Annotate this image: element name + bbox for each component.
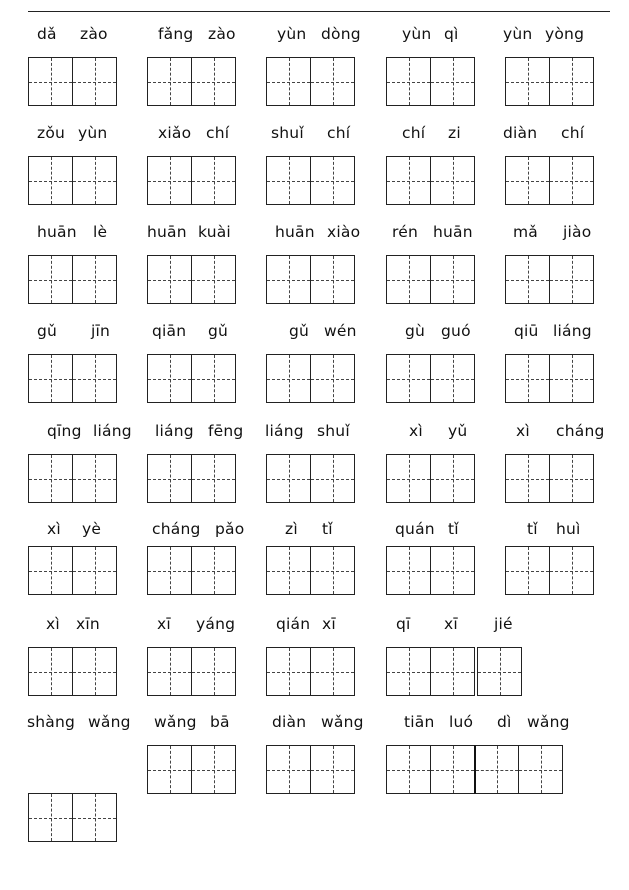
pinyin-syllable: huì — [556, 520, 581, 538]
tianzige-cell[interactable] — [386, 647, 431, 696]
writing-grid — [28, 454, 117, 503]
pinyin-syllable: liáng — [265, 422, 304, 440]
tianzige-cell[interactable] — [266, 745, 311, 794]
tianzige-cell[interactable] — [28, 546, 73, 595]
pinyin-syllable: jiào — [563, 223, 592, 241]
pinyin-syllable: shàng — [27, 713, 76, 731]
writing-grid — [386, 354, 475, 403]
pinyin-syllable: diàn — [272, 713, 307, 731]
tianzige-cell[interactable] — [147, 57, 192, 106]
tianzige-cell[interactable] — [386, 57, 431, 106]
tianzige-cell[interactable] — [549, 454, 594, 503]
writing-grid — [505, 354, 594, 403]
tianzige-cell[interactable] — [477, 647, 522, 696]
pinyin-syllable: quán — [395, 520, 435, 538]
writing-grid — [505, 454, 594, 503]
tianzige-cell[interactable] — [505, 454, 550, 503]
tianzige-cell[interactable] — [430, 57, 475, 106]
tianzige-cell[interactable] — [549, 57, 594, 106]
pinyin-syllable: zào — [208, 25, 236, 43]
pinyin-syllable: huān — [37, 223, 77, 241]
tianzige-cell[interactable] — [191, 745, 236, 794]
tianzige-cell[interactable] — [28, 156, 73, 205]
tianzige-cell[interactable] — [549, 156, 594, 205]
writing-grid — [147, 57, 236, 106]
writing-grid — [266, 255, 355, 304]
tianzige-cell[interactable] — [386, 454, 431, 503]
tianzige-cell[interactable] — [72, 793, 117, 842]
writing-grid — [386, 255, 475, 304]
pinyin-syllable: cháng — [152, 520, 201, 538]
pinyin-syllable: yùn — [277, 25, 307, 43]
pinyin-syllable: guó — [441, 322, 471, 340]
tianzige-cell[interactable] — [430, 546, 475, 595]
tianzige-cell[interactable] — [310, 156, 355, 205]
tianzige-cell[interactable] — [310, 255, 355, 304]
writing-grid — [28, 57, 117, 106]
tianzige-cell[interactable] — [310, 546, 355, 595]
tianzige-cell[interactable] — [147, 255, 192, 304]
tianzige-cell[interactable] — [505, 57, 550, 106]
tianzige-cell[interactable] — [386, 255, 431, 304]
tianzige-cell[interactable] — [386, 546, 431, 595]
pinyin-syllable: xì — [516, 422, 530, 440]
pinyin-syllable: yùn — [78, 124, 108, 142]
tianzige-cell[interactable] — [191, 354, 236, 403]
writing-grid — [266, 745, 355, 794]
tianzige-cell[interactable] — [310, 354, 355, 403]
tianzige-cell[interactable] — [147, 546, 192, 595]
pinyin-syllable: qiān — [152, 322, 187, 340]
pinyin-syllable: tǐ — [527, 520, 538, 538]
tianzige-cell[interactable] — [191, 255, 236, 304]
tianzige-cell[interactable] — [310, 745, 355, 794]
writing-grid — [147, 156, 236, 205]
tianzige-cell[interactable] — [386, 354, 431, 403]
tianzige-cell[interactable] — [505, 255, 550, 304]
pinyin-syllable: qián — [276, 615, 311, 633]
pinyin-syllable: wǎng — [321, 713, 364, 731]
pinyin-syllable: gǔ — [37, 322, 58, 340]
tianzige-cell[interactable] — [266, 57, 311, 106]
tianzige-cell[interactable] — [266, 546, 311, 595]
writing-grid — [266, 57, 355, 106]
pinyin-syllable: chí — [402, 124, 426, 142]
pinyin-syllable: yùn — [402, 25, 432, 43]
pinyin-syllable: jié — [494, 615, 513, 633]
pinyin-syllable: tǐ — [322, 520, 333, 538]
pinyin-syllable: zì — [285, 520, 298, 538]
pinyin-syllable: tǐ — [448, 520, 459, 538]
writing-grid — [266, 156, 355, 205]
tianzige-cell[interactable] — [266, 454, 311, 503]
pinyin-syllable: chí — [327, 124, 351, 142]
tianzige-cell[interactable] — [191, 546, 236, 595]
writing-grid — [266, 454, 355, 503]
pinyin-syllable: yòng — [545, 25, 585, 43]
tianzige-cell[interactable] — [430, 454, 475, 503]
pinyin-syllable: rén — [392, 223, 418, 241]
pinyin-syllable: bā — [210, 713, 230, 731]
tianzige-cell[interactable] — [72, 546, 117, 595]
pinyin-syllable: luó — [449, 713, 474, 731]
pinyin-syllable: qiū — [514, 322, 539, 340]
tianzige-cell[interactable] — [430, 745, 475, 794]
writing-grid — [147, 546, 236, 595]
pinyin-syllable: fēng — [208, 422, 244, 440]
pinyin-syllable: xiǎo — [158, 124, 192, 142]
tianzige-cell[interactable] — [72, 454, 117, 503]
tianzige-cell[interactable] — [147, 647, 192, 696]
tianzige-cell[interactable] — [28, 647, 73, 696]
pinyin-syllable: lè — [93, 223, 108, 241]
tianzige-cell[interactable] — [72, 647, 117, 696]
writing-grid — [505, 255, 594, 304]
tianzige-cell[interactable] — [72, 57, 117, 106]
tianzige-cell[interactable] — [430, 354, 475, 403]
pinyin-syllable: qīng — [47, 422, 82, 440]
pinyin-syllable: qì — [444, 25, 459, 43]
pinyin-syllable: wǎng — [154, 713, 197, 731]
writing-grid — [386, 156, 475, 205]
writing-grid — [147, 255, 236, 304]
tianzige-cell[interactable] — [386, 745, 431, 794]
writing-grid — [266, 546, 355, 595]
pinyin-syllable: yǔ — [448, 422, 468, 440]
pinyin-syllable: shuǐ — [271, 124, 304, 142]
tianzige-cell[interactable] — [191, 647, 236, 696]
writing-grid — [386, 745, 563, 794]
pinyin-syllable: xì — [409, 422, 423, 440]
tianzige-cell[interactable] — [266, 156, 311, 205]
tianzige-cell[interactable] — [518, 745, 563, 794]
tianzige-cell[interactable] — [310, 647, 355, 696]
pinyin-syllable: mǎ — [513, 223, 538, 241]
pinyin-syllable: dì — [497, 713, 512, 731]
writing-grid — [266, 647, 355, 696]
writing-grid — [386, 546, 475, 595]
tianzige-cell[interactable] — [191, 454, 236, 503]
pinyin-syllable: gù — [405, 322, 426, 340]
top-rule — [28, 11, 610, 12]
tianzige-cell[interactable] — [147, 354, 192, 403]
pinyin-syllable: yáng — [196, 615, 236, 633]
tianzige-cell[interactable] — [505, 156, 550, 205]
tianzige-cell[interactable] — [147, 156, 192, 205]
pinyin-syllable: xiào — [327, 223, 361, 241]
pinyin-syllable: shuǐ — [317, 422, 350, 440]
writing-grid — [386, 454, 475, 503]
tianzige-cell[interactable] — [266, 255, 311, 304]
pinyin-syllable: xī — [157, 615, 171, 633]
pinyin-syllable: wǎng — [527, 713, 570, 731]
pinyin-syllable: diàn — [503, 124, 538, 142]
pinyin-syllable: dòng — [321, 25, 361, 43]
tianzige-cell[interactable] — [549, 255, 594, 304]
pinyin-syllable: liáng — [155, 422, 194, 440]
tianzige-cell[interactable] — [549, 354, 594, 403]
tianzige-cell[interactable] — [72, 255, 117, 304]
pinyin-syllable: jīn — [91, 322, 111, 340]
writing-grid — [147, 745, 236, 794]
writing-grid — [28, 156, 117, 205]
pinyin-syllable: xī — [322, 615, 336, 633]
pinyin-syllable: gǔ — [208, 322, 229, 340]
tianzige-cell[interactable] — [191, 57, 236, 106]
writing-grid — [386, 57, 475, 106]
writing-grid — [505, 156, 594, 205]
pinyin-syllable: dǎ — [37, 25, 57, 43]
tianzige-cell[interactable] — [72, 156, 117, 205]
writing-grid — [147, 647, 236, 696]
writing-grid — [505, 57, 594, 106]
writing-grid — [28, 793, 117, 842]
pinyin-syllable: cháng — [556, 422, 605, 440]
writing-grid — [266, 354, 355, 403]
pinyin-syllable: yè — [82, 520, 102, 538]
tianzige-cell[interactable] — [430, 156, 475, 205]
tianzige-cell[interactable] — [28, 354, 73, 403]
pinyin-syllable: pǎo — [215, 520, 245, 538]
writing-grid — [28, 546, 117, 595]
tianzige-cell[interactable] — [147, 454, 192, 503]
writing-grid — [505, 546, 594, 595]
tianzige-cell[interactable] — [266, 354, 311, 403]
pinyin-syllable: zi — [448, 124, 461, 142]
pinyin-syllable: chí — [206, 124, 230, 142]
pinyin-syllable: kuài — [198, 223, 231, 241]
writing-grid — [147, 354, 236, 403]
tianzige-cell[interactable] — [28, 57, 73, 106]
pinyin-syllable: huān — [275, 223, 315, 241]
pinyin-syllable: xì — [47, 520, 61, 538]
pinyin-syllable: xī — [444, 615, 458, 633]
tianzige-cell[interactable] — [549, 546, 594, 595]
pinyin-syllable: fǎng — [158, 25, 194, 43]
pinyin-syllable: liáng — [553, 322, 592, 340]
tianzige-cell[interactable] — [474, 745, 519, 794]
writing-grid — [386, 647, 522, 696]
pinyin-syllable: wén — [324, 322, 357, 340]
pinyin-syllable: chí — [561, 124, 585, 142]
tianzige-cell[interactable] — [505, 354, 550, 403]
tianzige-cell[interactable] — [266, 647, 311, 696]
tianzige-cell[interactable] — [310, 57, 355, 106]
tianzige-cell[interactable] — [28, 793, 73, 842]
writing-grid — [28, 354, 117, 403]
pinyin-syllable: zǒu — [37, 124, 66, 142]
writing-grid — [147, 454, 236, 503]
tianzige-cell[interactable] — [386, 156, 431, 205]
pinyin-syllable: tiān — [404, 713, 435, 731]
tianzige-cell[interactable] — [147, 745, 192, 794]
pinyin-syllable: huān — [433, 223, 473, 241]
pinyin-syllable: qī — [396, 615, 411, 633]
tianzige-cell[interactable] — [191, 156, 236, 205]
tianzige-cell[interactable] — [28, 255, 73, 304]
tianzige-cell[interactable] — [505, 546, 550, 595]
pinyin-syllable: yùn — [503, 25, 533, 43]
pinyin-syllable: liáng — [93, 422, 132, 440]
pinyin-syllable: zào — [80, 25, 108, 43]
tianzige-cell[interactable] — [430, 255, 475, 304]
tianzige-cell[interactable] — [310, 454, 355, 503]
tianzige-cell[interactable] — [430, 647, 475, 696]
writing-grid — [28, 255, 117, 304]
pinyin-syllable: gǔ — [289, 322, 310, 340]
pinyin-syllable: huān — [147, 223, 187, 241]
pinyin-syllable: xīn — [76, 615, 100, 633]
pinyin-syllable: wǎng — [88, 713, 131, 731]
pinyin-syllable: xì — [46, 615, 60, 633]
tianzige-cell[interactable] — [28, 454, 73, 503]
tianzige-cell[interactable] — [72, 354, 117, 403]
writing-grid — [28, 647, 117, 696]
